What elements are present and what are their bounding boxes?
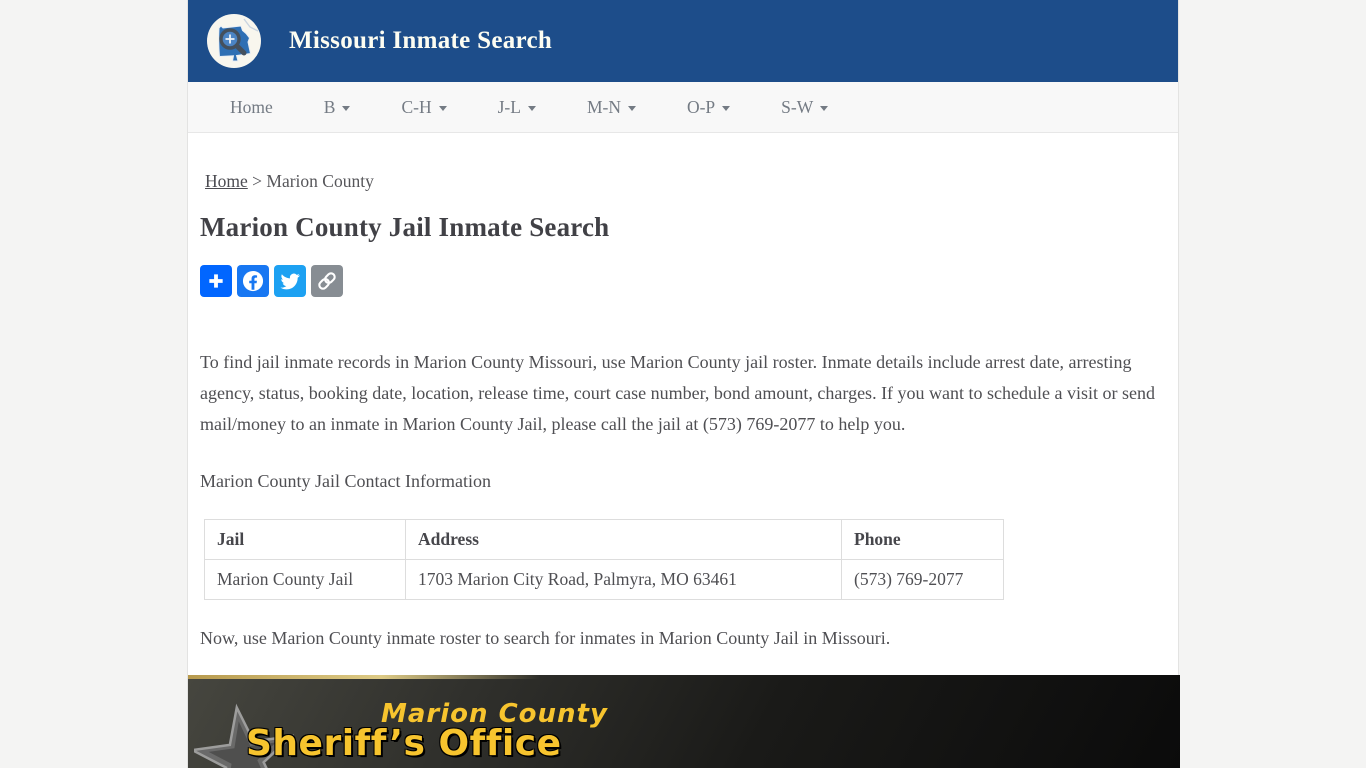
jail-name-cell: Marion County Jail bbox=[205, 560, 406, 600]
site-header bbox=[188, 0, 1178, 82]
banner-top-stripe bbox=[188, 675, 540, 679]
plus-share-icon bbox=[206, 271, 226, 291]
twitter-bird-icon bbox=[277, 268, 303, 294]
facebook-share-button[interactable] bbox=[237, 265, 269, 297]
chevron-down-icon bbox=[628, 106, 636, 111]
nav-item-j-l bbox=[498, 97, 536, 118]
roster-note: Now, use Marion County inmate roster to search for inmates in Marion County Jail in Missouri. bbox=[200, 628, 891, 648]
nav-item-c-h bbox=[401, 97, 446, 118]
chevron-down-icon bbox=[528, 106, 536, 111]
table-row bbox=[205, 560, 1004, 600]
breadcrumb bbox=[205, 171, 1166, 192]
breadcrumb-separator: > bbox=[252, 171, 263, 191]
facebook-icon bbox=[239, 267, 267, 295]
breadcrumb-current: Marion County bbox=[266, 171, 374, 191]
column-header-address: Address bbox=[406, 520, 842, 560]
column-header-phone: Phone bbox=[842, 520, 1004, 560]
intro-paragraph: To find jail inmate records in Marion County Missouri, use Marion County jail roster. Inmate details include arrest date, arresting agency, status, booking date, location, release time, court case number, bond amount, charges. If you want to schedule a visit or send mail/money to an inmate in Marion County Jail, please call the jail at (573) 769-2077 to help you. bbox=[200, 352, 1156, 434]
nav-item-b bbox=[324, 97, 351, 118]
share-button[interactable] bbox=[200, 265, 232, 297]
jail-phone-cell: (573) 769-2077 bbox=[842, 560, 1004, 600]
link-icon bbox=[314, 268, 340, 294]
copy-link-share-button[interactable] bbox=[311, 265, 343, 297]
sheriff-office-banner[interactable] bbox=[188, 675, 1180, 768]
page-title: Marion County Jail Inmate Search bbox=[200, 212, 610, 242]
nav-item-m-n bbox=[587, 97, 636, 118]
nav-link-s-w[interactable]: S-W bbox=[781, 97, 828, 118]
contact-info-heading: Marion County Jail Contact Information bbox=[200, 471, 491, 491]
table-header-row bbox=[205, 520, 1004, 560]
nav-link-home[interactable]: Home bbox=[230, 96, 273, 117]
share-buttons bbox=[200, 265, 1166, 297]
column-header-jail: Jail bbox=[205, 520, 406, 560]
page-container bbox=[187, 0, 1179, 768]
twitter-share-button[interactable] bbox=[274, 265, 306, 297]
jail-contact-table bbox=[204, 519, 1004, 600]
nav-link-j-l[interactable]: J-L bbox=[498, 97, 536, 118]
chevron-down-icon bbox=[342, 106, 350, 111]
chevron-down-icon bbox=[722, 106, 730, 111]
main-content bbox=[188, 171, 1178, 649]
site-title: Missouri Inmate Search bbox=[289, 27, 553, 54]
nav-link-b[interactable]: B bbox=[324, 97, 351, 118]
nav-link-c-h[interactable]: C-H bbox=[401, 97, 446, 118]
chevron-down-icon bbox=[820, 106, 828, 111]
chevron-down-icon bbox=[439, 106, 447, 111]
breadcrumb-home-link[interactable]: Home bbox=[205, 171, 248, 191]
main-navbar bbox=[188, 82, 1178, 133]
jail-address-cell: 1703 Marion City Road, Palmyra, MO 63461 bbox=[406, 560, 842, 600]
banner-office-text: Sheriff’s Office bbox=[246, 723, 562, 764]
nav-item-s-w bbox=[781, 97, 828, 118]
nav-link-o-p[interactable]: O-P bbox=[687, 97, 730, 118]
banner-county-text: Marion County bbox=[381, 699, 608, 729]
nav-item-home bbox=[230, 97, 273, 118]
nav-link-m-n[interactable]: M-N bbox=[587, 97, 636, 118]
nav-item-o-p bbox=[687, 97, 730, 118]
missouri-search-logo-icon[interactable] bbox=[206, 13, 262, 69]
